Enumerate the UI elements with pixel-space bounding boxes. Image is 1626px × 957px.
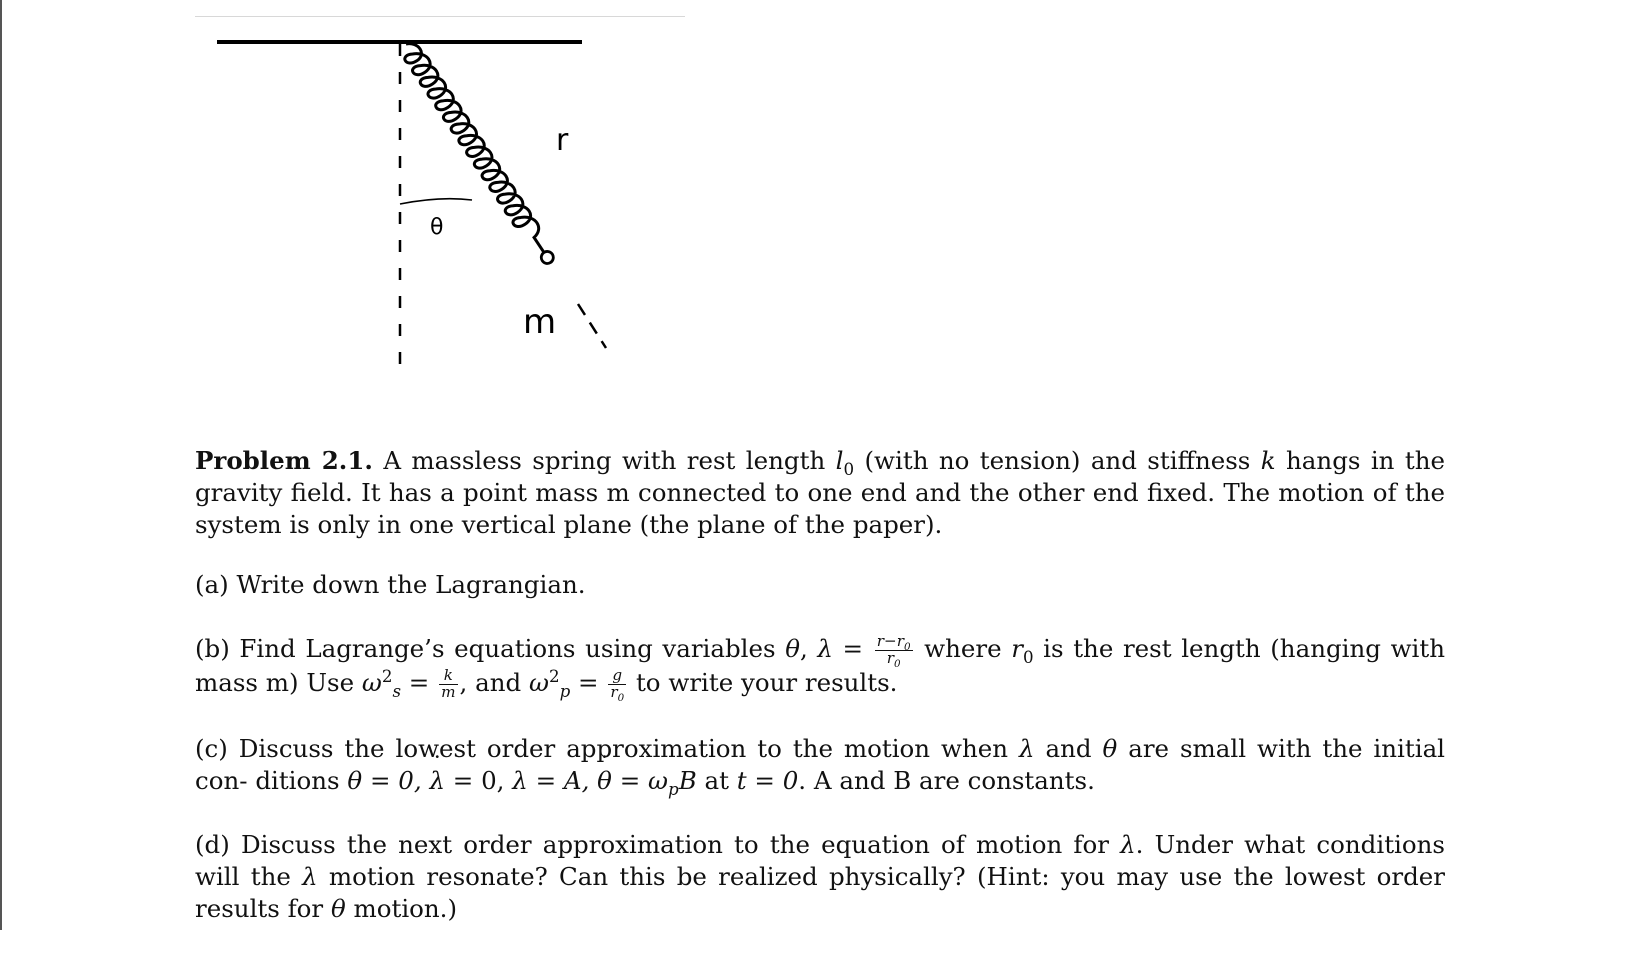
- theta-arc: [400, 199, 472, 204]
- fraction-lambda: $\frac{r-r_0}{r_0}$: [876, 632, 911, 671]
- part-c: (c) Discuss the lowest order approximation to the motion when λ and θ are small with the initial con- ditions θ = 0, λ ˙ = 0, λ = A, θ ˙ = $\omega_pB$ at t = 0. A and B are constants.: [195, 733, 1445, 797]
- problem-statement: Problem 2.1. A massless spring with rest length $l_0$ (with no tension) and stiffness k hangs in the gravity field. It has a point mass m connected to one end and the other end fixed. The motion of the system is only in one vertical plane (the plane of the paper).: [195, 446, 1445, 539]
- part-b: (b) Find Lagrange’s equations using variables θ, λ = $\frac{r-r_0}{r_0}$ where $r_0$ is the rest length (hanging with mass m) Use $\omega^2_s$ = $\frac{k}{m}$ , and $\omega^2_p$ = $\frac{g}{r_0}$ to write your results.: [195, 632, 1445, 704]
- top-divider: [195, 16, 685, 17]
- part-d: (d) Discuss the next order approximation to the equation of motion for λ. Under what conditions will the λ motion resonate? Can this be realized physically? (Hint: you may use the lowest order results for θ motion.): [195, 829, 1445, 923]
- extension-dashed: [578, 304, 606, 348]
- label-m: m: [523, 302, 557, 342]
- problem-title: Problem 2.1.: [195, 446, 373, 475]
- spring-pendulum-figure: [210, 28, 650, 398]
- label-theta: θ: [430, 215, 444, 240]
- fraction-omega-p: $\frac{g}{r_0}$: [610, 666, 625, 704]
- label-r: r: [556, 123, 569, 158]
- page-left-border: [0, 0, 2, 930]
- problem-text: [195, 445, 1445, 957]
- fraction-omega-s: $\frac{k}{m}$: [441, 666, 456, 701]
- part-a: (a) Write down the Lagrangian.: [195, 570, 586, 599]
- spring-coil: [398, 38, 560, 268]
- mass-circle: [539, 249, 556, 266]
